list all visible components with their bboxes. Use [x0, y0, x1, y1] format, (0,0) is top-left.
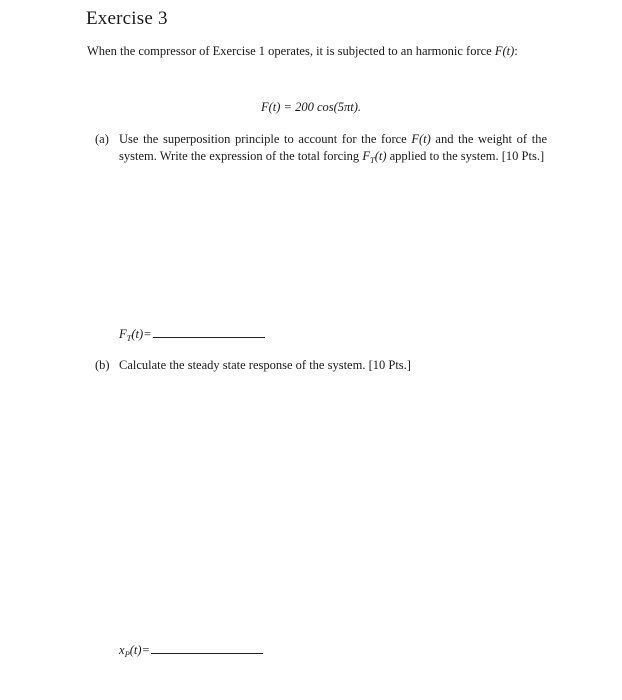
answer-field-xp[interactable] [119, 643, 263, 658]
intro-text-end: : [514, 44, 518, 58]
part-a-math-2-arg: (t) [374, 148, 387, 163]
part-a-text-3: applied to the system. [10 Pts.] [386, 148, 545, 163]
answer-xp-sub: P [124, 649, 130, 659]
answer-xp-main: x [119, 643, 125, 657]
question-part-b [95, 357, 547, 374]
answer-field-ft[interactable] [119, 327, 265, 342]
force-equation: F(t) = 200 cos(5πt). [260, 100, 362, 114]
answer-ft-blank-line[interactable] [153, 336, 265, 338]
part-a-math-1: F(t) [411, 132, 431, 146]
answer-ft-label [119, 327, 152, 341]
part-a-body [119, 131, 547, 164]
answer-ft-rest: (t)= [131, 327, 152, 341]
part-a-math-2 [362, 149, 386, 163]
part-b-label: (b) [95, 358, 110, 372]
part-b-body: Calculate the steady state response of the system. [10 Pts.] [119, 358, 411, 372]
exercise-title: Exercise 3 [86, 8, 168, 29]
answer-xp-rest: (t)= [129, 643, 150, 657]
part-a-math-2-sub: T [369, 154, 375, 165]
intro-text: When the compressor of Exercise 1 operates, it is subjected to an harmonic force [87, 44, 495, 58]
problem-statement [87, 43, 557, 60]
part-a-text-1: Use the superposition principle to account for the force [119, 132, 412, 146]
part-a-math-2-main: F [362, 148, 370, 163]
intro-math: F(t) [494, 44, 515, 58]
answer-ft-main: F [119, 327, 127, 341]
answer-ft-sub: T [126, 333, 132, 343]
question-part-a [95, 131, 547, 164]
part-a-label: (a) [95, 132, 109, 146]
part-a-text-2: and the weight of the system. Write the expression of the total forcing [119, 132, 547, 163]
answer-xp-label [119, 643, 150, 657]
answer-xp-blank-line[interactable] [151, 652, 263, 654]
